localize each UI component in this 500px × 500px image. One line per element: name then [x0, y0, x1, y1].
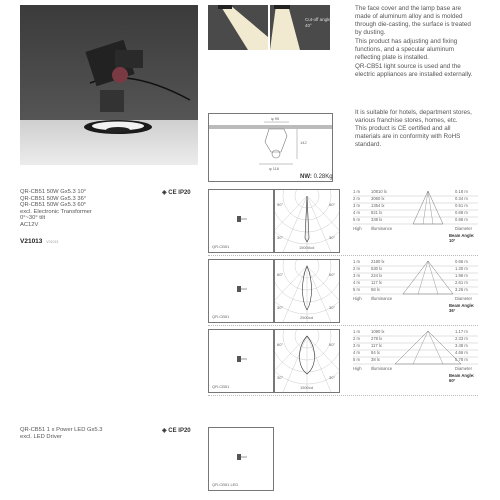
lamp-box-led: QR-CB51 LED — [208, 427, 274, 491]
beam-illustration-wide — [208, 5, 268, 50]
polar-chart-3: 60° 60° 30° 30° 1500cd — [274, 329, 340, 393]
polar-chart-1: 90° 60° 30° 30° 15000cd — [274, 189, 340, 253]
lamp-box-2: QR-CB51 — [208, 259, 274, 323]
illuminance-table-1: 1 m 10810 lx 0.18 m 2 m 3060 lx 0.34 m 3 m 1354 lx 0.51 m 4 m 821 lx 0.68 m 5 m 338 lx 0.86 m High Illuminance Diameter Beam Angle: 10° — [353, 189, 478, 255]
description-block-1: The face cover and the lamp base are made of aluminum alloy and is molded through die-casting, the surface is treated by dusting. This product has adjusting and fixing functions, and a specular aluminum reflecting plate is installed. QR-CB51 light source is used and the electric appliances are installed externally. — [355, 5, 473, 78]
description-block-2: It is suitable for hotels, department stores, various franchise stores, homes, etc. This product is CE certified and all materials are in conformity with RoHS standard. — [355, 109, 472, 148]
model1-certs: ◈ CE IP20 — [162, 190, 191, 196]
weight: NW: 0.28Kg — [300, 174, 333, 180]
lamp-box-1: QR-CB51 — [208, 189, 274, 253]
model2-certs: ◈ CE IP20 — [162, 428, 191, 434]
model2-specs: QR-CB51 1 x Power LED Gx5.3 excl. LED Driver — [20, 427, 103, 440]
dim-top: φ 95 — [271, 116, 280, 121]
dim-height: 142 — [300, 140, 307, 145]
downlight-illustration — [20, 5, 198, 165]
model1-specs: QR-CB51 50W Gx5.3 10° QR-CB51 50W Gx5.3 36° QR-CB51 50W Gx5.3 60° excl. Electronic Transformer 0°~30° tilt AC12V — [20, 189, 92, 228]
cutoff-label: Cut-off angle 40° — [305, 17, 331, 28]
illuminance-table-2: 1 m 2180 lx 0.66 m 2 m 530 lx 1.30 m 3 m 224 lx 1.96 m 4 m 117 lx 2.61 m 5 m 58 lx 3.26 m High Illuminance Diameter Beam Angle: 36° — [353, 259, 478, 325]
model1-code: V21013 V21013 — [20, 238, 59, 245]
lamp-box-3: QR-CB51 — [208, 329, 274, 393]
dimension-drawing — [208, 113, 333, 182]
polar-chart-2: 60° 60° 30° 30° 2500cd — [274, 259, 340, 323]
illuminance-table-3: 1 m 1090 lx 1.17 m 2 m 278 lx 2.33 m 3 m 117 lx 3.48 m 4 m 84 lx 4.66 m 5 m 38 lx 5.78 m High Illuminance Diameter Beam Angle: 60° — [353, 329, 478, 395]
product-photo — [20, 5, 198, 165]
dim-bottom: φ 116 — [269, 166, 280, 171]
